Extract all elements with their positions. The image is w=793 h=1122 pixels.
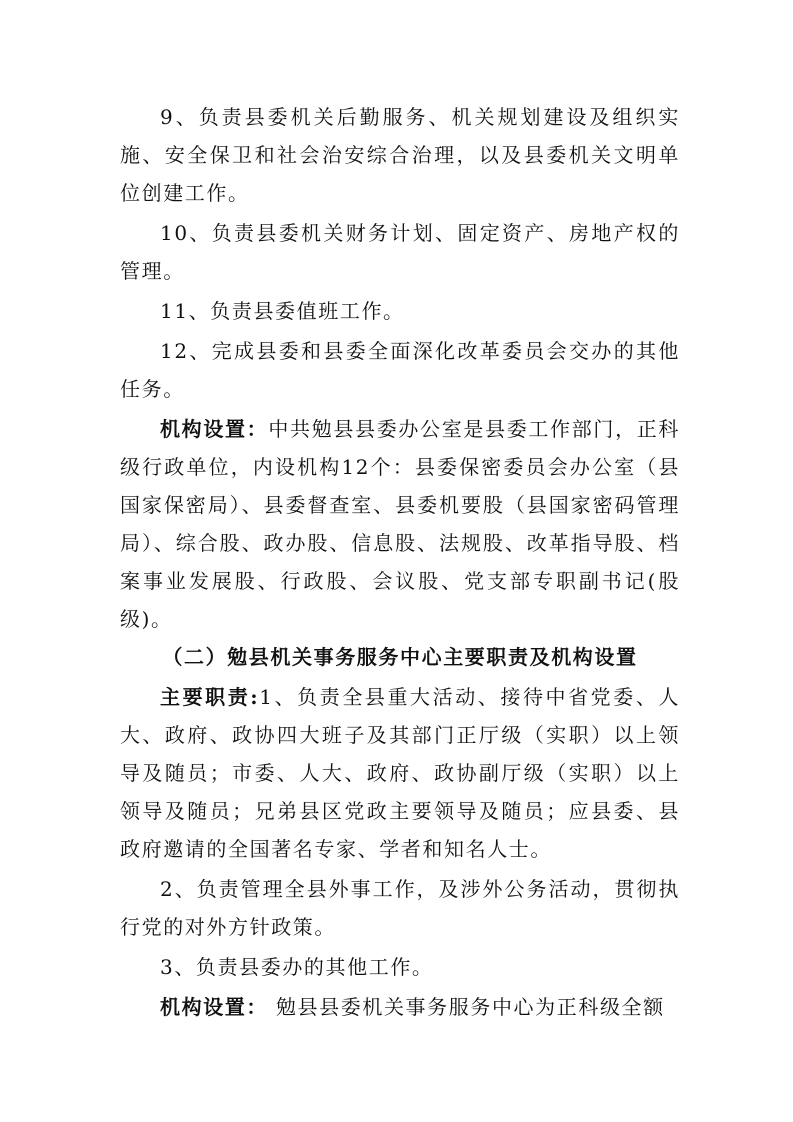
main-duties-label: 主要职责: — [160, 685, 260, 709]
main-duty-1: 1、负责全县重大活动、接待中省党委、人大、政府、政协四大班子及其部门正厅级（实职）以上领导及随员；市委、人大、政府、政协副厅级（实职）以上领导及随员；兄弟县区党政主要领导及随员；应县委、县政府邀请的全国著名专家、学者和知名人士。 — [120, 685, 680, 861]
center-org-setup-label: 机构设置： — [160, 995, 268, 1019]
duty-item-10: 10、负责县委机关财务计划、固定资产、房地产权的管理。 — [120, 221, 680, 283]
duty-item-12: 12、完成县委和县委全面深化改革委员会交办的其他任务。 — [120, 339, 680, 401]
duty-item-11: 11、负责县委值班工作。 — [160, 299, 405, 323]
org-setup-text: 中共勉县县委办公室是县委工作部门，正科级行政单位，内设机构12个：县委保密委员会办公室（县国家保密局）、县委督查室、县委机要股（县国家密码管理局）、综合股、政办股、信息股、法规股、改革指导股、档案事业发展股、行政股、会议股、党支部专职副书记(股级)。 — [120, 417, 681, 631]
center-org-setup-paragraph — [120, 988, 680, 1026]
document-page — [120, 98, 680, 1026]
org-setup-paragraph — [120, 410, 680, 638]
main-duties-paragraph — [120, 678, 680, 868]
duty-item-9: 9、负责县委机关后勤服务、机关规划建设及组织实施、安全保卫和社会治安综合治理，以及县委机关文明单位创建工作。 — [120, 105, 680, 205]
main-duty-3: 3、负责县委办的其他工作。 — [160, 955, 434, 979]
main-duty-2: 2、负责管理全县外事工作，及涉外公务活动，贯彻执行党的对外方针政策。 — [120, 877, 680, 939]
center-org-setup-text: 勉县县委机关事务服务中心为正科级全额 — [268, 995, 665, 1019]
org-setup-label: 机构设置： — [160, 417, 269, 441]
section-heading: （二）勉县机关事务服务中心主要职责及机构设置 — [162, 645, 638, 669]
